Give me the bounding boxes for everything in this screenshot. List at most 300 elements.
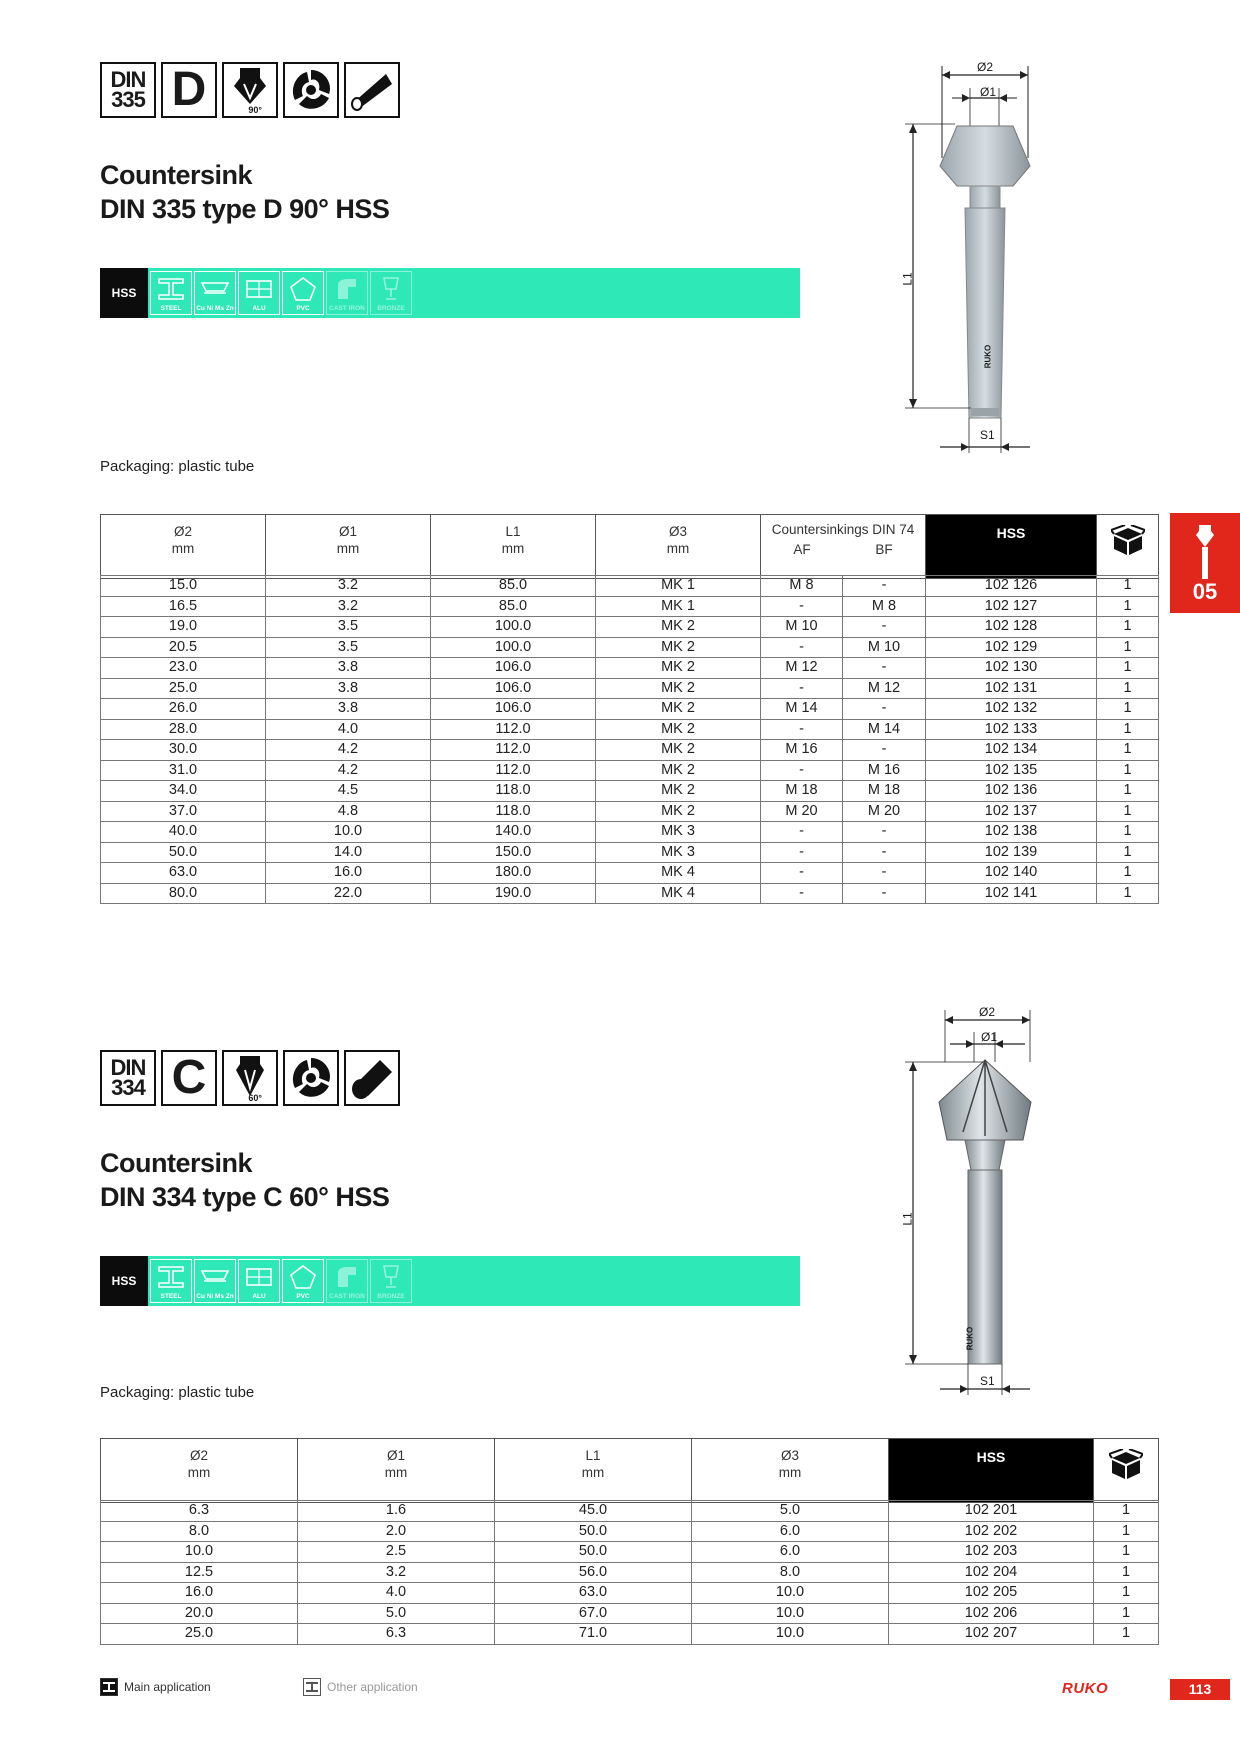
table-cell: 14.0: [266, 842, 431, 863]
type-letter: C: [171, 1051, 207, 1104]
table-cell: 1: [1097, 596, 1159, 617]
table-row: [101, 760, 1159, 781]
table-cell: 4.8: [266, 801, 431, 822]
table-header-din334: [100, 1438, 1159, 1503]
table-cell: 3.2: [266, 576, 431, 597]
cylindrical-shank-icon: [344, 1050, 400, 1106]
table-cell: MK 2: [596, 617, 761, 638]
three-flute-icon: [283, 1050, 339, 1106]
countersink-chapter-icon: [1195, 523, 1215, 581]
table-cell: 3.5: [266, 637, 431, 658]
table-cell: 1: [1097, 699, 1159, 720]
table-row: [101, 576, 1159, 597]
table-cell: 5.0: [298, 1603, 495, 1624]
legend-main-application: [100, 1678, 211, 1696]
product-table-din334: [100, 1500, 1159, 1645]
table-cell: -: [843, 842, 926, 863]
table-cell: 28.0: [101, 719, 266, 740]
table-cell: M 10: [761, 617, 843, 638]
table-cell: MK 2: [596, 658, 761, 679]
table-cell: 112.0: [431, 740, 596, 761]
table-cell: 1: [1097, 719, 1159, 740]
table-cell: M 14: [843, 719, 926, 740]
tool-brand-mark: RUKO: [965, 1326, 975, 1351]
table-cell: MK 3: [596, 822, 761, 843]
chapter-tab: [1170, 513, 1240, 613]
header-unit: mm: [581, 1465, 605, 1480]
table-cell: M 8: [761, 576, 843, 597]
material-label: PVC: [296, 1293, 310, 1300]
plastic-icon: [288, 275, 318, 303]
col-qty-header: [1094, 1439, 1159, 1503]
table-cell: 2.5: [298, 1542, 495, 1563]
table-row: [101, 883, 1159, 904]
dim-d2: Ø2: [977, 60, 994, 74]
table-row: [101, 1542, 1159, 1563]
table-cell: 112.0: [431, 719, 596, 740]
material-label: Cu Ni Ms Zn: [196, 1293, 234, 1300]
table-cell: MK 1: [596, 596, 761, 617]
legend-other-application: [303, 1678, 418, 1696]
table-cell: 102 139: [926, 842, 1097, 863]
table-cell: 6.3: [101, 1501, 298, 1522]
table-cell: 106.0: [431, 678, 596, 699]
col-hss-header: HSS: [926, 515, 1097, 579]
table-cell: 102 133: [926, 719, 1097, 740]
box-icon: [1109, 1449, 1143, 1481]
table-row: [101, 822, 1159, 843]
table-cell: 1: [1094, 1521, 1159, 1542]
header-unit: mm: [187, 1465, 211, 1480]
table-cell: 34.0: [101, 781, 266, 802]
table-cell: M 20: [761, 801, 843, 822]
table-cell: 150.0: [431, 842, 596, 863]
table-cell: 140.0: [431, 822, 596, 843]
material-alu: [238, 1259, 280, 1303]
table-cell: -: [843, 576, 926, 597]
table-cell: 102 141: [926, 883, 1097, 904]
aluminium-profile-icon: [244, 1263, 274, 1291]
header-label: Ø3: [780, 1448, 799, 1463]
material-steel: [150, 1259, 192, 1303]
material-label: ALU: [252, 1293, 266, 1300]
table-cell: MK 2: [596, 699, 761, 720]
steel-beam-icon: [156, 1263, 186, 1291]
table-cell: -: [843, 883, 926, 904]
din-label: DIN: [110, 67, 146, 92]
table-cell: 45.0: [495, 1501, 692, 1522]
table-row: [101, 699, 1159, 720]
material-cast-iron: [326, 271, 368, 315]
table-cell: 180.0: [431, 863, 596, 884]
table-cell: M 12: [761, 658, 843, 679]
table-cell: 30.0: [101, 740, 266, 761]
table-cell: 10.0: [266, 822, 431, 843]
table-cell: 20.5: [101, 637, 266, 658]
table-row: [101, 1583, 1159, 1604]
table-cell: 102 131: [926, 678, 1097, 699]
header-unit: mm: [501, 541, 525, 556]
table-cell: MK 4: [596, 863, 761, 884]
table-cell: 23.0: [101, 658, 266, 679]
table-cell: -: [761, 719, 843, 740]
table-cell: 1: [1097, 617, 1159, 638]
steel-beam-icon: [156, 275, 186, 303]
countersink-angle-icon: [222, 62, 278, 118]
header-label: L1: [505, 524, 521, 539]
table-cell: 1: [1097, 801, 1159, 822]
header-label: Ø1: [386, 1448, 405, 1463]
dim-l1: L1: [900, 1212, 915, 1226]
table-cell: 20.0: [101, 1603, 298, 1624]
table-cell: 16.0: [266, 863, 431, 884]
table-cell: 102 136: [926, 781, 1097, 802]
table-cell: 63.0: [101, 863, 266, 884]
table-cell: 1: [1094, 1624, 1159, 1645]
table-header-din335: [100, 514, 1159, 579]
table-cell: 102 126: [926, 576, 1097, 597]
table-cell: 6.3: [298, 1624, 495, 1645]
material-band-din335: [100, 268, 800, 318]
dim-d1: Ø1: [980, 85, 997, 99]
table-row: [101, 658, 1159, 679]
hss-label: HSS: [100, 1256, 148, 1306]
table-cell: 8.0: [101, 1521, 298, 1542]
table-cell: 50.0: [495, 1521, 692, 1542]
table-cell: 3.8: [266, 678, 431, 699]
aluminium-profile-icon: [244, 275, 274, 303]
table-cell: 1: [1094, 1583, 1159, 1604]
table-cell: 1: [1097, 658, 1159, 679]
din-number: 334: [111, 1075, 145, 1100]
table-cell: 3.8: [266, 699, 431, 720]
product-table-din335: [100, 575, 1159, 904]
table-cell: -: [761, 760, 843, 781]
table-cell: 10.0: [692, 1603, 889, 1624]
spec-icons-din335: [100, 62, 400, 118]
table-cell: MK 2: [596, 719, 761, 740]
table-cell: -: [843, 617, 926, 638]
table-cell: 3.8: [266, 658, 431, 679]
col-d1-header: [266, 515, 431, 579]
packaging-info: Packaging: plastic tube: [100, 1384, 255, 1401]
material-label: BRONZE: [377, 305, 405, 312]
header-label: Ø3: [668, 524, 687, 539]
dim-d1: Ø1: [981, 1030, 998, 1044]
header-unit: mm: [778, 1465, 802, 1480]
table-cell: 19.0: [101, 617, 266, 638]
table-cell: 8.0: [692, 1562, 889, 1583]
table-cell: 102 203: [889, 1542, 1094, 1563]
table-cell: 15.0: [101, 576, 266, 597]
table-cell: 190.0: [431, 883, 596, 904]
table-cell: -: [761, 863, 843, 884]
dim-d2: Ø2: [979, 1005, 996, 1019]
dim-l1: L1: [900, 272, 915, 286]
table-cell: 102 206: [889, 1603, 1094, 1624]
table-cell: M 16: [761, 740, 843, 761]
table-cell: -: [843, 658, 926, 679]
table-cell: MK 2: [596, 637, 761, 658]
table-cell: M 18: [761, 781, 843, 802]
material-label: STEEL: [160, 305, 182, 312]
table-cell: -: [761, 822, 843, 843]
table-cell: 1: [1097, 760, 1159, 781]
table-cell: 1: [1097, 842, 1159, 863]
table-cell: 4.0: [298, 1583, 495, 1604]
table-row: [101, 1562, 1159, 1583]
col-qty-header: [1097, 515, 1159, 579]
hss-label: HSS: [100, 268, 148, 318]
cast-iron-icon: [332, 1263, 362, 1291]
dim-s1: S1: [980, 1374, 995, 1388]
material-nonferrous: [194, 271, 236, 315]
table-cell: M 14: [761, 699, 843, 720]
table-cell: 1: [1097, 678, 1159, 699]
table-cell: 118.0: [431, 781, 596, 802]
header-label: Countersinkings DIN 74: [771, 522, 915, 537]
table-cell: -: [761, 842, 843, 863]
table-row: [101, 1521, 1159, 1542]
type-letter-icon: [161, 62, 217, 118]
table-row: [101, 637, 1159, 658]
table-row: [101, 596, 1159, 617]
table-cell: 16.0: [101, 1583, 298, 1604]
product-drawing-din335: [895, 58, 1045, 458]
table-cell: M 12: [843, 678, 926, 699]
table-row: [101, 801, 1159, 822]
table-cell: 80.0: [101, 883, 266, 904]
table-cell: M 20: [843, 801, 926, 822]
table-cell: 3.2: [266, 596, 431, 617]
material-bronze: [370, 1259, 412, 1303]
table-row: [101, 1624, 1159, 1645]
table-cell: 1: [1094, 1542, 1159, 1563]
tool-brand-mark: RUKO: [983, 344, 993, 369]
title-line-1: Countersink: [100, 160, 253, 190]
table-cell: 1: [1094, 1603, 1159, 1624]
material-cast-iron: [326, 1259, 368, 1303]
header-label: Ø2: [189, 1448, 208, 1463]
table-cell: 50.0: [495, 1542, 692, 1563]
table-cell: 1: [1097, 883, 1159, 904]
table-cell: 3.2: [298, 1562, 495, 1583]
header-sub-bf: BF: [875, 542, 893, 557]
spec-icons-din334: [100, 1050, 400, 1106]
table-cell: 85.0: [431, 596, 596, 617]
table-cell: 100.0: [431, 617, 596, 638]
table-cell: 4.0: [266, 719, 431, 740]
table-cell: 4.2: [266, 760, 431, 781]
table-cell: MK 3: [596, 842, 761, 863]
table-cell: 1: [1094, 1501, 1159, 1522]
table-cell: 1: [1097, 576, 1159, 597]
table-cell: M 10: [843, 637, 926, 658]
table-row: [101, 781, 1159, 802]
col-l1-header: [431, 515, 596, 579]
table-cell: M 16: [843, 760, 926, 781]
table-row: [101, 842, 1159, 863]
material-label: PVC: [296, 305, 310, 312]
material-nonferrous: [194, 1259, 236, 1303]
table-cell: -: [843, 740, 926, 761]
morse-taper-shank-icon: [344, 62, 400, 118]
table-cell: 71.0: [495, 1624, 692, 1645]
col-d2-header: [101, 1439, 298, 1503]
table-cell: 102 201: [889, 1501, 1094, 1522]
header-unit: mm: [384, 1465, 408, 1480]
product-title-din335: [100, 158, 389, 226]
title-line-2: DIN 335 type D 90° HSS: [100, 194, 390, 224]
table-cell: MK 2: [596, 678, 761, 699]
header-label: Ø2: [173, 524, 192, 539]
table-cell: 1: [1097, 740, 1159, 761]
din-number: 335: [111, 87, 145, 112]
table-cell: MK 2: [596, 801, 761, 822]
header-unit: mm: [666, 541, 690, 556]
table-cell: 10.0: [692, 1583, 889, 1604]
table-cell: 67.0: [495, 1603, 692, 1624]
countersink-angle-icon: [222, 1050, 278, 1106]
header-sub-af: AF: [793, 542, 811, 557]
din-standard-icon: [100, 1050, 156, 1106]
material-label: STEEL: [160, 1293, 182, 1300]
material-label: Cu Ni Ms Zn: [196, 305, 234, 312]
table-cell: 1: [1097, 863, 1159, 884]
type-letter-icon: [161, 1050, 217, 1106]
table-cell: 1: [1097, 637, 1159, 658]
table-cell: -: [761, 678, 843, 699]
header-unit: mm: [336, 541, 360, 556]
table-cell: MK 2: [596, 740, 761, 761]
table-cell: 37.0: [101, 801, 266, 822]
title-line-2: DIN 334 type C 60° HSS: [100, 1182, 390, 1212]
material-label: CAST IRON: [329, 1293, 365, 1300]
table-cell: 5.0: [692, 1501, 889, 1522]
title-line-1: Countersink: [100, 1148, 253, 1178]
table-cell: 10.0: [692, 1624, 889, 1645]
table-cell: MK 2: [596, 781, 761, 802]
table-cell: 102 127: [926, 596, 1097, 617]
table-cell: 102 204: [889, 1562, 1094, 1583]
header-label: Ø1: [338, 524, 357, 539]
table-cell: 1: [1094, 1562, 1159, 1583]
table-cell: 102 138: [926, 822, 1097, 843]
table-cell: 26.0: [101, 699, 266, 720]
table-cell: 1.6: [298, 1501, 495, 1522]
table-row: [101, 1603, 1159, 1624]
table-cell: 102 134: [926, 740, 1097, 761]
table-cell: 12.5: [101, 1562, 298, 1583]
table-cell: -: [843, 699, 926, 720]
table-cell: 50.0: [101, 842, 266, 863]
table-cell: 1: [1097, 822, 1159, 843]
packaging-info: Packaging: plastic tube: [100, 458, 255, 475]
table-cell: 63.0: [495, 1583, 692, 1604]
nonferrous-icon: [200, 1263, 230, 1291]
nonferrous-icon: [200, 275, 230, 303]
material-label: ALU: [252, 305, 266, 312]
table-cell: MK 1: [596, 576, 761, 597]
table-cell: 102 205: [889, 1583, 1094, 1604]
table-cell: 1: [1097, 781, 1159, 802]
bronze-cup-icon: [376, 1263, 406, 1291]
table-cell: 112.0: [431, 760, 596, 781]
table-cell: 6.0: [692, 1542, 889, 1563]
material-label: BRONZE: [377, 1293, 405, 1300]
bronze-cup-icon: [376, 275, 406, 303]
table-cell: 102 140: [926, 863, 1097, 884]
angle-label: 60°: [248, 1093, 262, 1103]
three-flute-icon: [283, 62, 339, 118]
header-unit: mm: [171, 541, 195, 556]
table-cell: MK 4: [596, 883, 761, 904]
table-cell: -: [761, 596, 843, 617]
material-pvc: [282, 1259, 324, 1303]
table-cell: 118.0: [431, 801, 596, 822]
table-cell: 25.0: [101, 1624, 298, 1645]
col-d3-header: [692, 1439, 889, 1503]
table-cell: 16.5: [101, 596, 266, 617]
dim-s1: S1: [980, 428, 995, 442]
table-row: [101, 863, 1159, 884]
material-bronze: [370, 271, 412, 315]
col-countersinkings-header: [761, 515, 926, 579]
table-cell: 106.0: [431, 699, 596, 720]
table-cell: 102 129: [926, 637, 1097, 658]
table-cell: 102 137: [926, 801, 1097, 822]
table-cell: -: [761, 883, 843, 904]
table-cell: M 8: [843, 596, 926, 617]
table-cell: 100.0: [431, 637, 596, 658]
table-cell: 102 130: [926, 658, 1097, 679]
table-cell: 56.0: [495, 1562, 692, 1583]
main-application-icon: [100, 1678, 118, 1696]
plastic-icon: [288, 1263, 318, 1291]
table-cell: 4.2: [266, 740, 431, 761]
table-cell: 40.0: [101, 822, 266, 843]
table-cell: 106.0: [431, 658, 596, 679]
table-cell: 85.0: [431, 576, 596, 597]
col-l1-header: [495, 1439, 692, 1503]
material-pvc: [282, 271, 324, 315]
table-row: [101, 740, 1159, 761]
material-label: CAST IRON: [329, 305, 365, 312]
table-cell: 6.0: [692, 1521, 889, 1542]
col-hss-header: HSS: [889, 1439, 1094, 1503]
table-cell: 102 135: [926, 760, 1097, 781]
table-cell: 102 132: [926, 699, 1097, 720]
table-cell: 102 128: [926, 617, 1097, 638]
angle-label: 90°: [248, 105, 262, 115]
material-steel: [150, 271, 192, 315]
table-row: [101, 1501, 1159, 1522]
table-cell: 2.0: [298, 1521, 495, 1542]
table-cell: -: [761, 637, 843, 658]
table-cell: M 18: [843, 781, 926, 802]
table-cell: 22.0: [266, 883, 431, 904]
col-d1-header: [298, 1439, 495, 1503]
col-d3-header: [596, 515, 761, 579]
box-icon: [1111, 525, 1145, 557]
table-cell: 31.0: [101, 760, 266, 781]
other-application-icon: [303, 1678, 321, 1696]
din-label: DIN: [110, 1055, 146, 1080]
table-cell: -: [843, 822, 926, 843]
table-cell: 102 207: [889, 1624, 1094, 1645]
col-d2-header: [101, 515, 266, 579]
table-cell: 10.0: [101, 1542, 298, 1563]
